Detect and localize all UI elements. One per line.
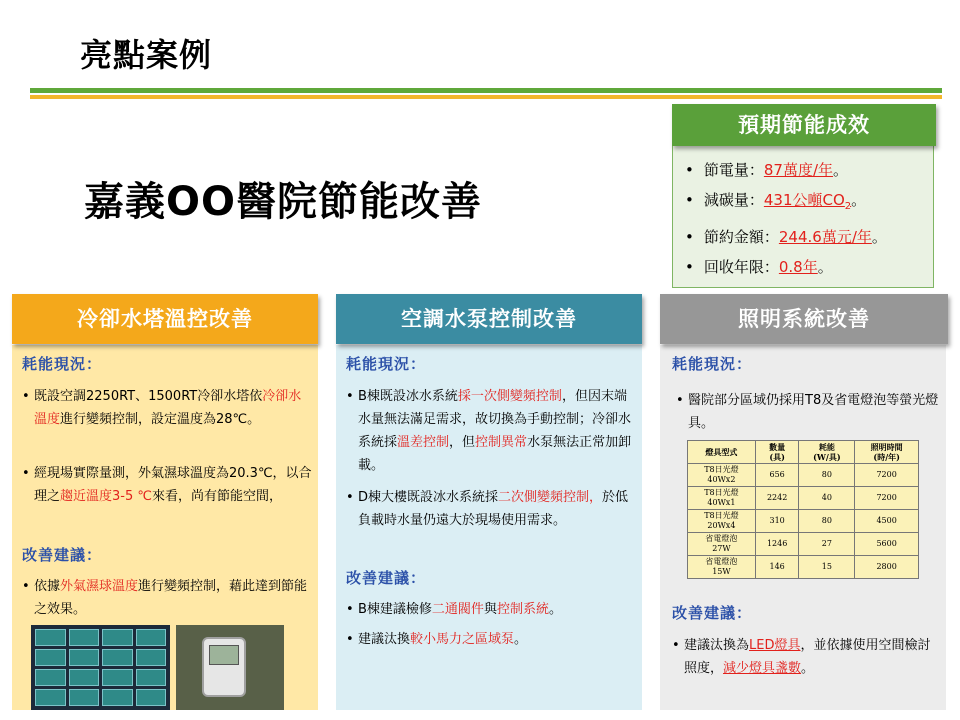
lighting-suggest-heading: 改善建議： — [672, 604, 753, 622]
bullet-highlight: 溫差控制 — [397, 435, 450, 450]
table-cell: T8日光燈 40Wx1 — [688, 487, 756, 510]
lighting-title: 照明系統改善 — [660, 294, 948, 344]
pump-suggest-bullet-1 — [346, 598, 636, 621]
bullet-highlight: 控制異常 — [475, 435, 528, 450]
table-header-cell: 照明時間 (時/年) — [855, 441, 919, 464]
table-cell: 7200 — [855, 464, 919, 487]
control-screen-photo — [31, 625, 170, 710]
bullet-text: 水泵無法正常加卸載。 — [358, 435, 632, 473]
bullet-text: 建議汰換為 — [684, 638, 750, 653]
table-cell: 省電燈泡 15W — [688, 556, 756, 579]
pump-status-bullet-1 — [346, 385, 636, 477]
table-cell: T8日光燈 40Wx2 — [688, 464, 756, 487]
savings-item-payback — [685, 252, 887, 282]
table-header-row — [688, 441, 919, 464]
cooling-status-bullet-2 — [22, 462, 316, 508]
bullet-text: 既設空調2250RT、1500RT冷卻水塔依 — [34, 389, 263, 404]
bullet-highlight: 二次側變頻控制， — [498, 490, 603, 505]
bullet-text: ，但因末端水量無法滿足需求，故切換為手動控制；冷卻水系統採 — [358, 389, 632, 450]
savings-value — [763, 191, 852, 212]
bullet-text: 醫院部分區域仍採用T8及省電燈泡等螢光燈具。 — [688, 393, 939, 431]
table-cell: 146 — [755, 556, 799, 579]
bullet-text: 來看，尚有節能空間， — [151, 489, 282, 504]
table-row — [688, 510, 919, 533]
bullet-text: 依據 — [34, 579, 61, 594]
bullet-highlight: 控制系統 — [496, 602, 549, 617]
cooling-suggest-bullet-1 — [22, 575, 312, 621]
table-cell: 310 — [755, 510, 799, 533]
savings-tail: 。 — [851, 191, 867, 209]
bullet-text: B棟建議檢修 — [358, 602, 432, 617]
cooling-tower-title: 冷卻水塔溫控改善 — [12, 294, 318, 344]
table-header-cell: 耗能 (W/具) — [799, 441, 855, 464]
savings-label: 回收年限： — [703, 258, 779, 276]
thermometer-photo — [176, 625, 284, 710]
savings-tail: 。 — [833, 161, 849, 179]
thermometer-device — [202, 637, 246, 697]
savings-value-subscript: 2 — [844, 201, 852, 212]
bullet-highlight: 趨近溫度3-5 ℃ — [60, 489, 152, 504]
table-cell: 7200 — [855, 487, 919, 510]
slide-title: 亮點案例 — [80, 36, 213, 74]
table-cell: 80 — [799, 464, 855, 487]
lighting-status-bullet-1 — [676, 389, 942, 435]
table-cell: 2800 — [855, 556, 919, 579]
savings-label: 節約金額： — [703, 228, 779, 246]
bullet-highlight: 二通閥件 — [431, 602, 484, 617]
table-cell: 2242 — [755, 487, 799, 510]
table-cell: 27 — [799, 533, 855, 556]
savings-label: 節電量： — [703, 161, 764, 179]
bullet-text: B棟既設冰水系統 — [358, 389, 458, 404]
pump-suggest-bullet-2 — [346, 628, 636, 651]
bullet-text: 。 — [514, 632, 528, 647]
bullet-highlight: 採一次側變頻控制 — [457, 389, 562, 404]
savings-value-text: 431公噸CO — [763, 191, 845, 209]
savings-item-carbon — [685, 185, 887, 222]
pump-status-heading: 耗能現況： — [346, 355, 427, 373]
bullet-highlight: LED燈具 — [749, 638, 801, 653]
lighting-suggest-bullet-1 — [672, 634, 942, 680]
savings-label: 減碳量： — [703, 191, 764, 209]
bullet-highlight: 較小馬力之區域泵 — [410, 632, 515, 647]
bullet-text: 於低負載時水量仍遠大於現場使用需求。 — [358, 490, 629, 528]
lighting-fixture-table — [687, 440, 919, 579]
expected-savings-list — [685, 155, 887, 282]
savings-value: 0.8年 — [778, 258, 818, 276]
table-cell: T8日光燈 20Wx4 — [688, 510, 756, 533]
header-rule-green — [30, 88, 942, 93]
lighting-status-heading: 耗能現況： — [672, 355, 753, 373]
expected-savings-box — [672, 113, 934, 288]
savings-tail: 。 — [817, 258, 833, 276]
pump-status-bullet-2 — [346, 486, 636, 532]
pump-title: 空調水泵控制改善 — [336, 294, 642, 344]
header-rule-gold — [30, 95, 942, 99]
bullet-text: 與 — [483, 602, 497, 617]
table-row — [688, 533, 919, 556]
savings-value: 244.6萬元/年 — [778, 228, 872, 246]
table-row — [688, 556, 919, 579]
savings-value: 87萬度/年 — [763, 161, 834, 179]
cooling-suggest-heading: 改善建議： — [22, 546, 103, 564]
savings-item-money — [685, 222, 887, 252]
bullet-text: 進行變頻控制，藉此達到節能之效果。 — [34, 579, 308, 617]
table-cell: 省電燈泡 27W — [688, 533, 756, 556]
table-row — [688, 464, 919, 487]
bullet-text: 建議汰換 — [358, 632, 411, 647]
savings-item-electricity — [685, 155, 887, 185]
table-cell: 4500 — [855, 510, 919, 533]
bullet-highlight: 冷卻水溫度 — [34, 389, 302, 427]
bullet-highlight: 減少燈具盞數 — [723, 661, 802, 676]
table-cell: 40 — [799, 487, 855, 510]
pump-suggest-heading: 改善建議： — [346, 569, 427, 587]
bullet-highlight: 外氣濕球溫度 — [60, 579, 139, 594]
table-cell: 80 — [799, 510, 855, 533]
table-row — [688, 487, 919, 510]
bullet-text: D棟大樓既設冰水系統採 — [358, 490, 499, 505]
bullet-text: ，並依據使用空間檢討照度， — [684, 638, 931, 676]
bullet-text: 經現場實際量測，外氣濕球溫度為20.3℃，以合理之 — [34, 466, 312, 504]
bullet-text: ，但 — [449, 435, 476, 450]
table-cell: 15 — [799, 556, 855, 579]
table-header-cell: 數量 (具) — [755, 441, 799, 464]
expected-savings-title: 預期節能成效 — [672, 104, 936, 146]
bullet-text: 。 — [548, 602, 562, 617]
bullet-text: 。 — [801, 661, 815, 676]
table-cell: 1246 — [755, 533, 799, 556]
main-title: 嘉義OO醫院節能改善 — [84, 179, 483, 225]
cooling-status-heading: 耗能現況： — [22, 355, 103, 373]
table-cell: 5600 — [855, 533, 919, 556]
cooling-status-bullet-1 — [22, 385, 312, 431]
savings-tail: 。 — [871, 228, 887, 246]
table-header-cell: 燈具型式 — [688, 441, 756, 464]
table-cell: 656 — [755, 464, 799, 487]
bullet-text: 進行變頻控制，設定溫度為28℃。 — [60, 412, 261, 427]
